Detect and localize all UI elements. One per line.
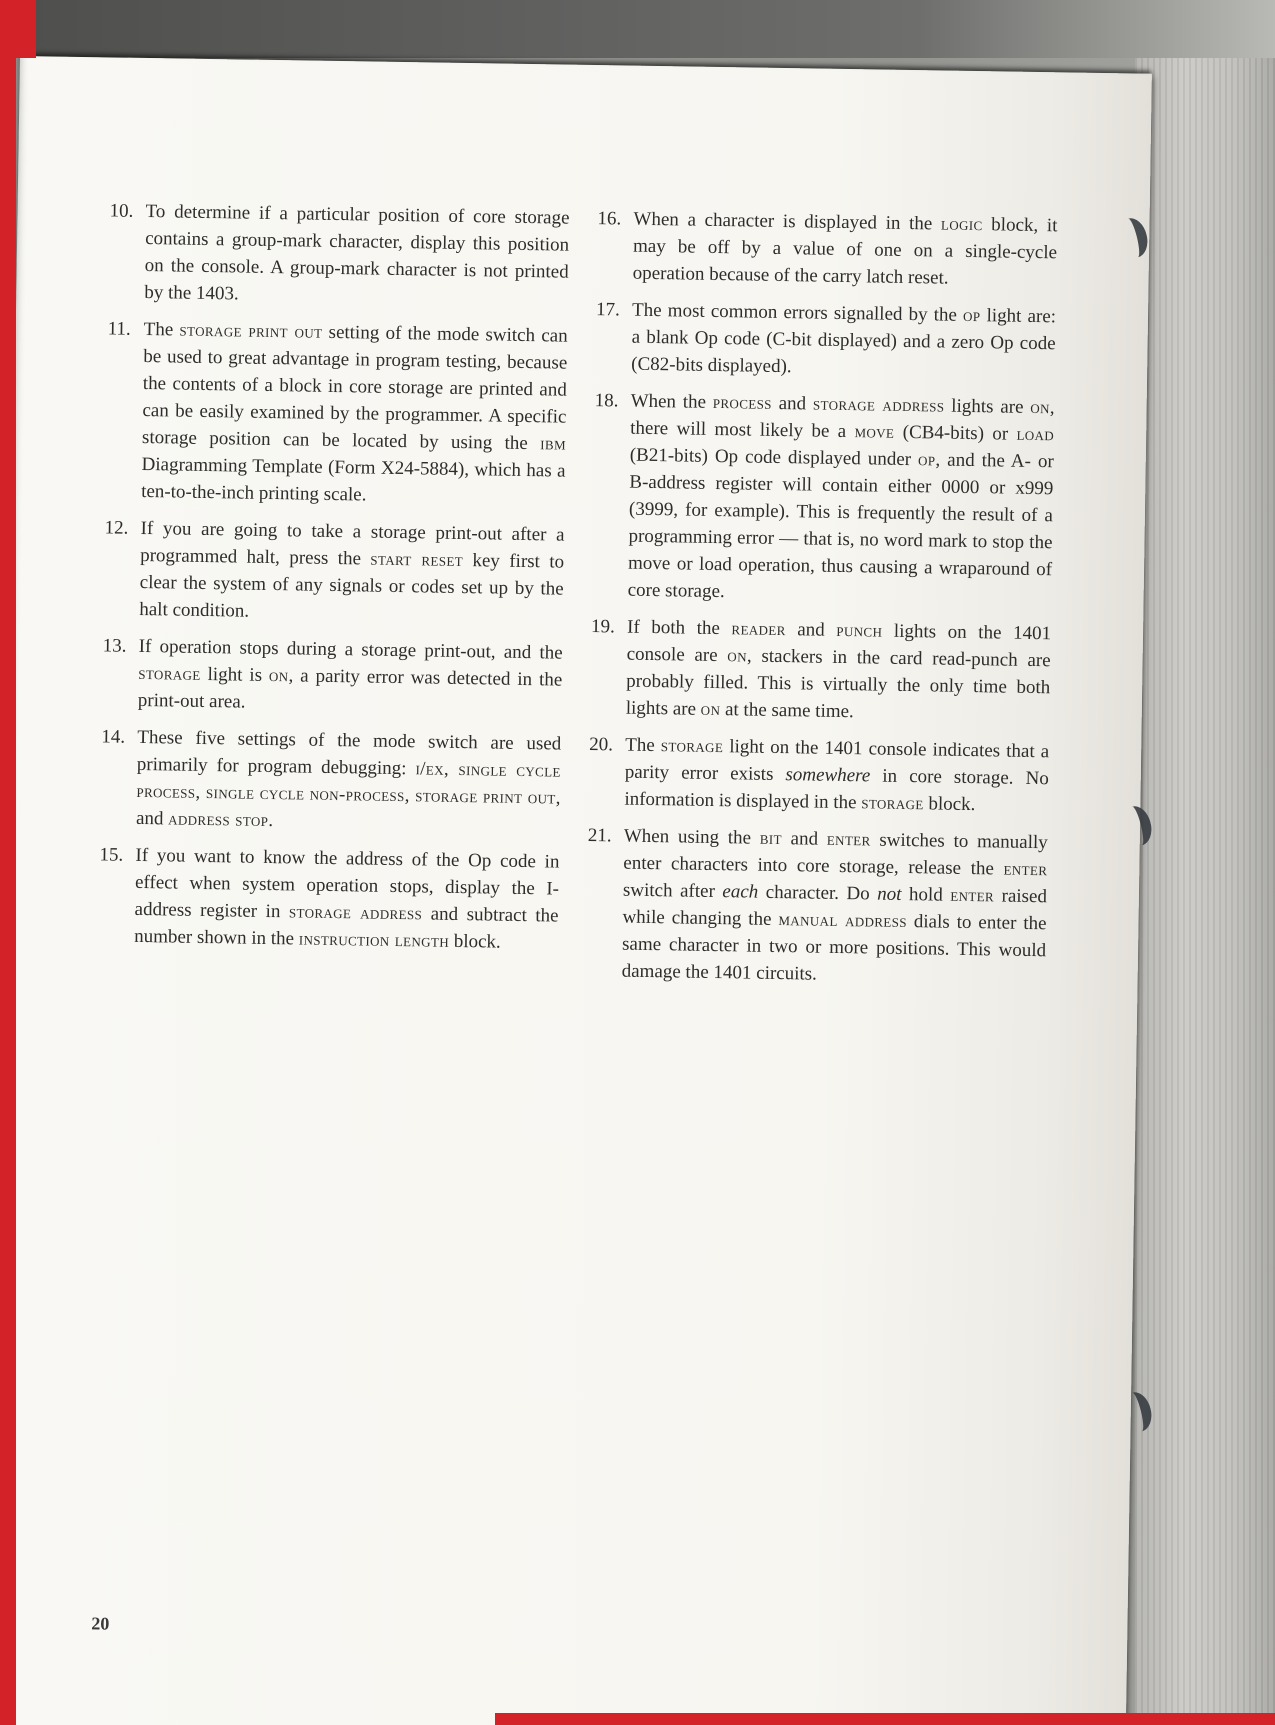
item-text: When using the bit and enter switches to manually enter characters into core storage, release the enter switch after each character. Do not hold enter raised while changing the manual address dials to enter the same character in two or more positions. This would damage the 1401 circuits. — [621, 825, 1048, 985]
item-number: 15. — [99, 844, 124, 866]
column-right — [585, 205, 1057, 1001]
list-item — [595, 296, 1056, 384]
item-number: 19. — [590, 616, 616, 638]
item-text: When the process and storage address lights are on, there will most likely be a move (CB4-bits) or load (B21-bits) Op code displayed under op, and the A- or B-address register will contain either 0000 or x999 (3999, for example). This is frequently the result of a programming error — that is, no word mark to stop the move or load operation, thus causing a wraparound of core storage. — [627, 390, 1055, 603]
column-left — [98, 197, 570, 966]
item-text: To determine if a particular position of core storage contains a group-mark character, display this position on the console. A group-mark character is not printed by the 1403. — [144, 200, 570, 305]
scanner-bed-shadow — [0, 0, 1275, 58]
list-item — [108, 197, 570, 312]
item-text: These five settings of the mode switch are used primarily for program debugging: i/ex, single cycle process, single cycle non-process, storage print out, and address stop. — [135, 726, 562, 832]
item-number: 11. — [107, 318, 131, 340]
list-item — [596, 205, 1057, 293]
list-item — [102, 632, 563, 720]
red-cover-bottom-edge — [495, 1713, 1275, 1725]
list-item — [98, 841, 560, 956]
page-number-label: 20 — [91, 1613, 110, 1634]
list-item — [588, 731, 1049, 819]
item-text: The storage print out setting of the mode switch can be used to great advantage in program testing, because the contents of a block in core storage are printed and can be easily examined by the programmer. A specific storage position can be located by using the ibm Diagramming Template (Form X24-5884), which has a ten-to-the-inch printing scale. — [141, 318, 568, 506]
item-number: 17. — [595, 299, 620, 321]
item-text: When a character is displayed in the logic block, it may be off by a value of one on a single-cycle operation because of the carry latch reset. — [632, 208, 1058, 289]
item-text: If you are going to take a storage print-out after a programmed halt, press the start reset key first to clear the system of any signals or codes set up by the halt condition. — [139, 517, 565, 622]
list-item — [105, 315, 568, 511]
item-number: 12. — [104, 517, 129, 539]
item-text: If both the reader and punch lights on the 1401 console are on, stackers in the card read-punch are probably filled. This is virtually the only time both lights are on at the same time. — [625, 616, 1052, 723]
page-sheet — [0, 56, 1152, 1725]
item-number: 18. — [594, 390, 619, 412]
list-item — [100, 723, 562, 838]
list-item — [591, 387, 1054, 610]
item-number: 13. — [102, 635, 127, 657]
item-number: 16. — [597, 208, 622, 230]
item-text: The storage light on the 1401 console indicates that a parity error exists somewhere in core storage. No information is displayed in the storage block. — [624, 734, 1050, 816]
item-number: 20. — [589, 734, 614, 756]
item-number: 10. — [109, 200, 134, 222]
item-text: If you want to know the address of the Op code in effect when system operation stops, display the I-address register in storage address and subtract the number shown in the instruction length block. — [134, 844, 560, 953]
list-item — [585, 822, 1047, 991]
list-item — [590, 613, 1052, 728]
list-item — [103, 514, 565, 629]
item-number: 21. — [587, 825, 612, 847]
item-text: If operation stops during a storage print-out, and the storage light is on, a parity error was detected in the print-out area. — [137, 635, 563, 713]
item-number: 14. — [101, 726, 126, 748]
book-fore-edge — [1135, 58, 1275, 1725]
red-cover-left-edge — [0, 0, 16, 1725]
item-text: The most common errors signalled by the op light are: a blank Op code (C-bit displayed) and a zero Op code (C82-bits displayed). — [631, 299, 1057, 378]
red-cover-top-corner — [0, 0, 36, 58]
